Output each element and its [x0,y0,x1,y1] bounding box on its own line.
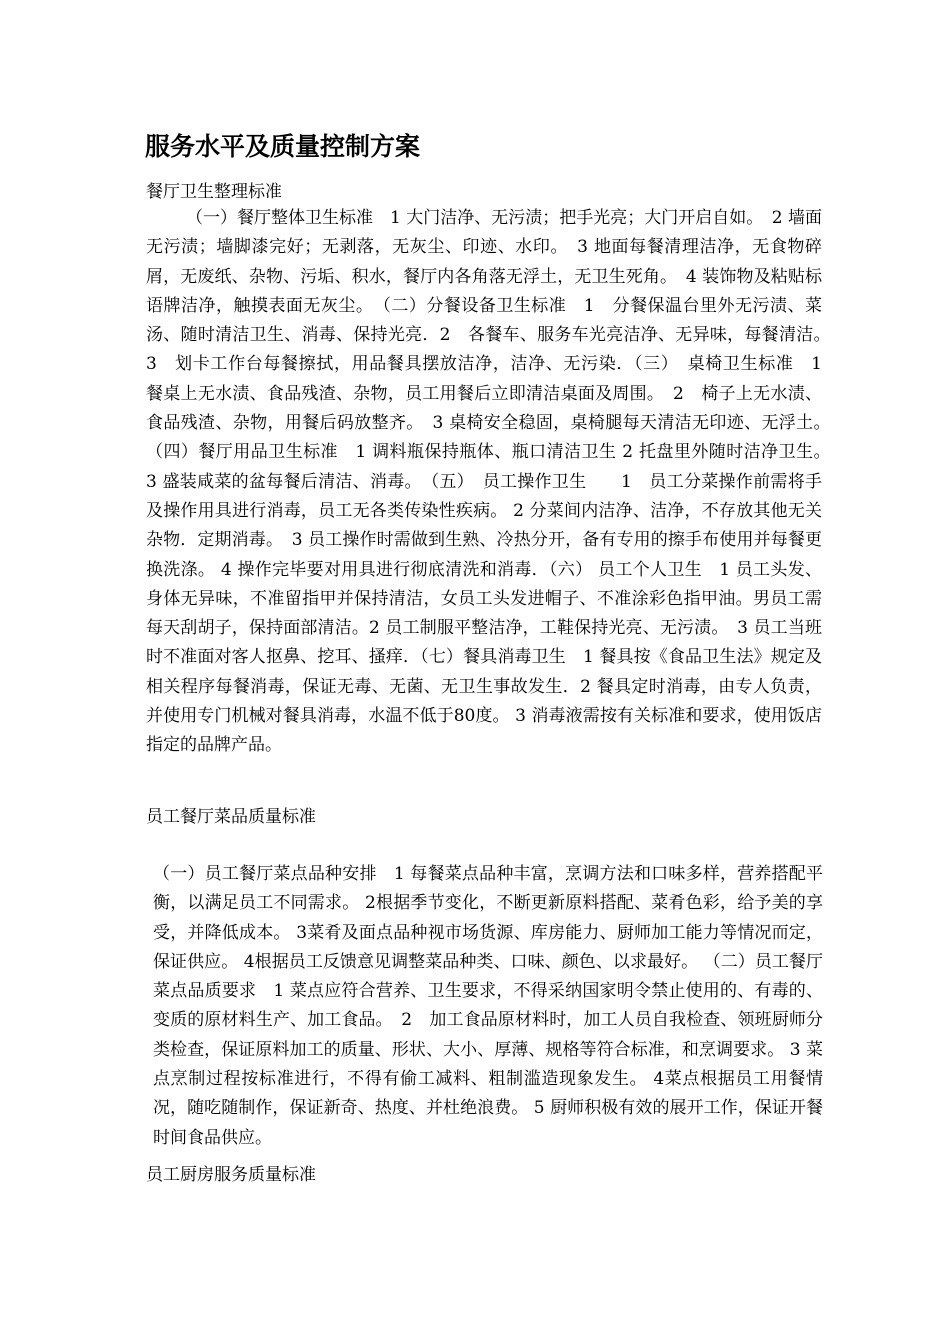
section-heading-dining-hygiene: 餐厅卫生整理标准 [146,182,282,202]
section-body-dining-hygiene: （一）餐厅整体卫生标准 1 大门洁净、无污渍；把手光亮；大门开启自如。 2 墙面无污渍；墙脚漆完好；无剥落，无灰尘、印迹、水印。 3 地面每餐清理洁净，无食物碎屑，无废纸、杂物、污垢、积水，餐厅内各角落无浮土，无卫生死角。 4 装饰物及粘贴标语牌洁净，触摸表面无灰尘。 （二）分餐设备卫生标准 1 分餐保温台里外无污渍、菜汤、随时清洁卫生、消毒、保持光亮．2 各餐车、服务车光亮洁净、无异味，每餐清洁。 3 划卡工作台每餐擦拭，用品餐具摆放洁净，洁净、无污染．（三） 桌椅卫生标准 1 餐桌上无水渍、食品残渣、杂物，员工用餐后立即清洁桌面及周围。 2 椅子上无水渍、食品残渣、杂物，用餐后码放整齐。 3 桌椅安全稳固，桌椅腿每天清洁无印迹、无浮土。 （四）餐厅用品卫生标准 1 调料瓶保持瓶体、瓶口清洁卫生 2 托盘里外随时洁净卫生。 3 盛装咸菜的盆每餐后清洁、消毒。 （五） 员工操作卫生 1 员工分菜操作前需将手及操作用具进行消毒，员工无各类传染性疾病。 2 分菜间内洁净、洁净，不存放其他无关杂物．定期消毒。 3 员工操作时需做到生熟、冷热分开，备有专用的擦手布使用并每餐更换洗涤。 4 操作完毕要对用具进行彻底清洗和消毒．（六） 员工个人卫生 1 员工头发、身体无异味，不准留指甲并保持清洁，女员工头发进帽子、不准涂彩色指甲油。男员工需每天刮胡子，保持面部清洁。2 员工制服平整洁净，工鞋保持光亮、无污渍。 3 员工当班时不准面对客人抠鼻、挖耳、搔痒．（七）餐具消毒卫生 1 餐具按《食品卫生法》规定及相关程序每餐消毒，保证无毒、无菌、无卫生事故发生．2 餐具定时消毒，由专人负责，并使用专门机械对餐具消毒，水温不低于80度。 3 消毒液需按有关标准和要求，使用饭店指定的品牌产品。 [146,208,839,756]
section-body-dish-quality: （一）员工餐厅菜点品种安排 1 每餐菜点品种丰富，烹调方法和口味多样，营养搭配平衡，以满足员工不同需求。 2根据季节变化，不断更新原料搭配、菜肴色彩，给予美的享受，并降低成本。 3菜肴及面点品种视市场货源、库房能力、厨师加工能力等情况而定，保证供应。 4根据员工反馈意见调整菜品种类、口味、颜色、以求最好。 （二）员工餐厅菜点品质要求 1 菜点应符合营养、卫生要求，不得采纳国家明令禁止使用的、有毒的、变质的原材料生产、加工食品。 2 加工食品原材料时，加工人员自我检查、领班厨师分类检查，保证原料加工的质量、形状、大小、厚薄、规格等符合标准，和烹调要求。 3 菜点烹制过程按标准进行，不得有偷工减料、粗制滥造现象发生。 4菜点根据员工用餐情况，随吃随制作，保证新奇、热度、并杜绝浪费。 5 厨师积极有效的展开工作，保证开餐时间食品供应。 [153,864,823,1148]
section-heading-dish-quality: 员工餐厅菜品质量标准 [146,807,316,827]
section-heading-kitchen-service: 员工厨房服务质量标准 [146,1165,316,1185]
document-title: 服务水平及质量控制方案 [145,132,421,161]
